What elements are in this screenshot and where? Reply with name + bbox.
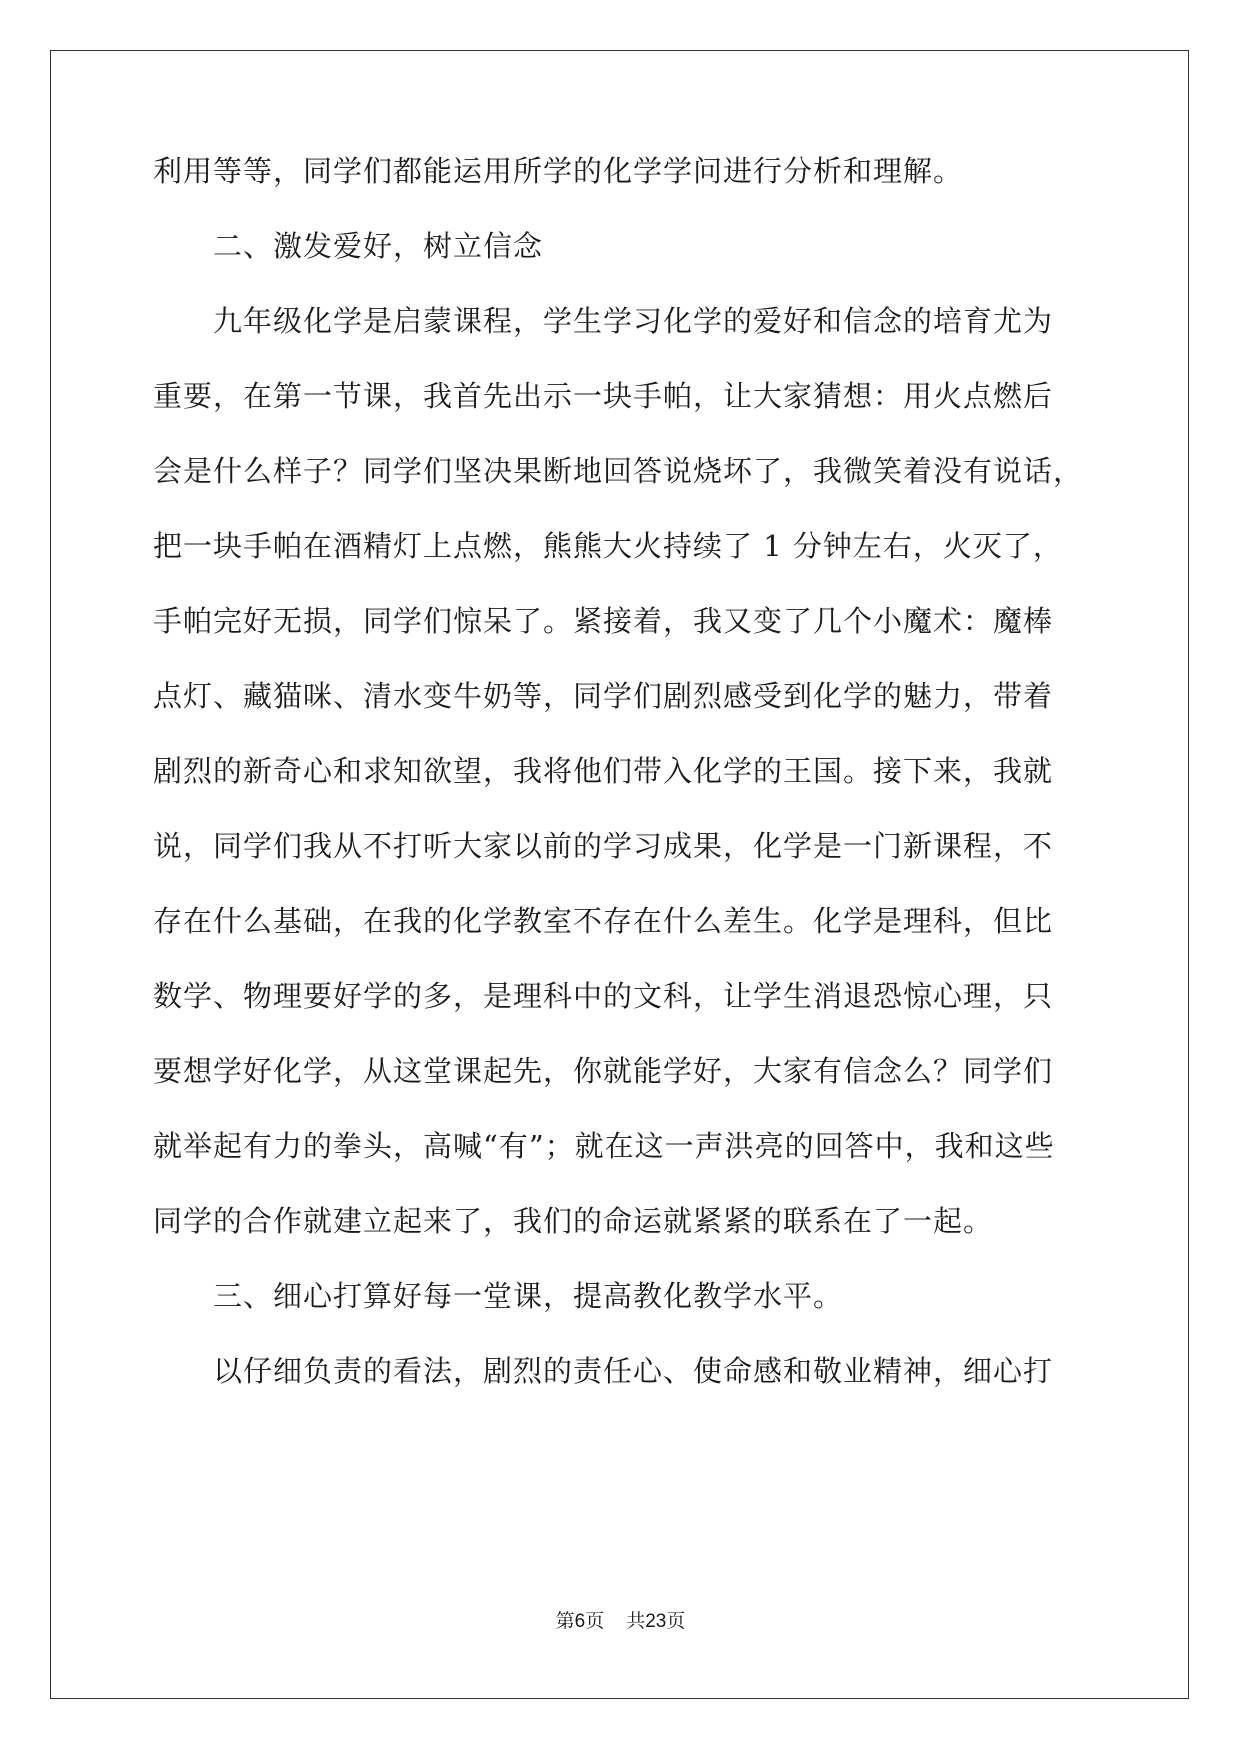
page-total-count: 23 bbox=[645, 1611, 667, 1632]
page-total-suffix: 页 bbox=[666, 1610, 686, 1632]
text-line: 数学、物理要好学的多，是理科中的文科，让学生消退恐惊心理，只 bbox=[153, 979, 1054, 1013]
page-footer bbox=[0, 1609, 1241, 1634]
text-line: 把一块手帕在酒精灯上点燃，熊熊大火持续了 1 分钟左右，火灭了， bbox=[153, 529, 1063, 563]
text-line: 要想学好化学，从这堂课起先，你就能学好，大家有信念么？同学们 bbox=[153, 1054, 1054, 1088]
page-number-current: 6 bbox=[574, 1611, 586, 1632]
page-border bbox=[50, 50, 1189, 1699]
text-line: 会是什么样子？同学们坚决果断地回答说烧坏了，我微笑着没有说话， bbox=[153, 454, 1084, 488]
text-line: 同学的合作就建立起来了，我们的命运就紧紧的联系在了一起。 bbox=[153, 1204, 994, 1238]
page-number-suffix: 页 bbox=[585, 1610, 605, 1632]
text-line: 点灯、藏猫咪、清水变牛奶等，同学们剧烈感受到化学的魅力，带着 bbox=[153, 679, 1054, 713]
text-line: 重要，在第一节课，我首先出示一块手帕，让大家猜想：用火点燃后 bbox=[153, 379, 1054, 413]
text-line: 存在什么基础，在我的化学教室不存在什么差生。化学是理科，但比 bbox=[153, 904, 1054, 938]
section-heading: 二、激发爱好，树立信念 bbox=[153, 229, 544, 263]
page-number-prefix: 第 bbox=[555, 1610, 575, 1632]
text-line: 利用等等，同学们都能运用所学的化学学问进行分析和理解。 bbox=[153, 154, 964, 188]
text-line: 手帕完好无损，同学们惊呆了。紧接着，我又变了几个小魔术：魔棒 bbox=[153, 604, 1054, 638]
text-line: 剧烈的新奇心和求知欲望，我将他们带入化学的王国。接下来，我就 bbox=[153, 754, 1054, 788]
text-line: 以仔细负责的看法，剧烈的责任心、使命感和敬业精神，细心打 bbox=[153, 1354, 1054, 1388]
page-total-prefix: 共 bbox=[626, 1610, 646, 1632]
text-line: 九年级化学是启蒙课程，学生学习化学的爱好和信念的培育尤为 bbox=[153, 304, 1054, 338]
text-line: 说，同学们我从不打听大家以前的学习成果，化学是一门新课程，不 bbox=[153, 829, 1054, 863]
section-heading: 三、细心打算好每一堂课，提高教化教学水平。 bbox=[153, 1279, 844, 1313]
text-line: 就举起有力的拳头，高喊“有”；就在这一声洪亮的回答中，我和这些 bbox=[153, 1129, 1055, 1163]
